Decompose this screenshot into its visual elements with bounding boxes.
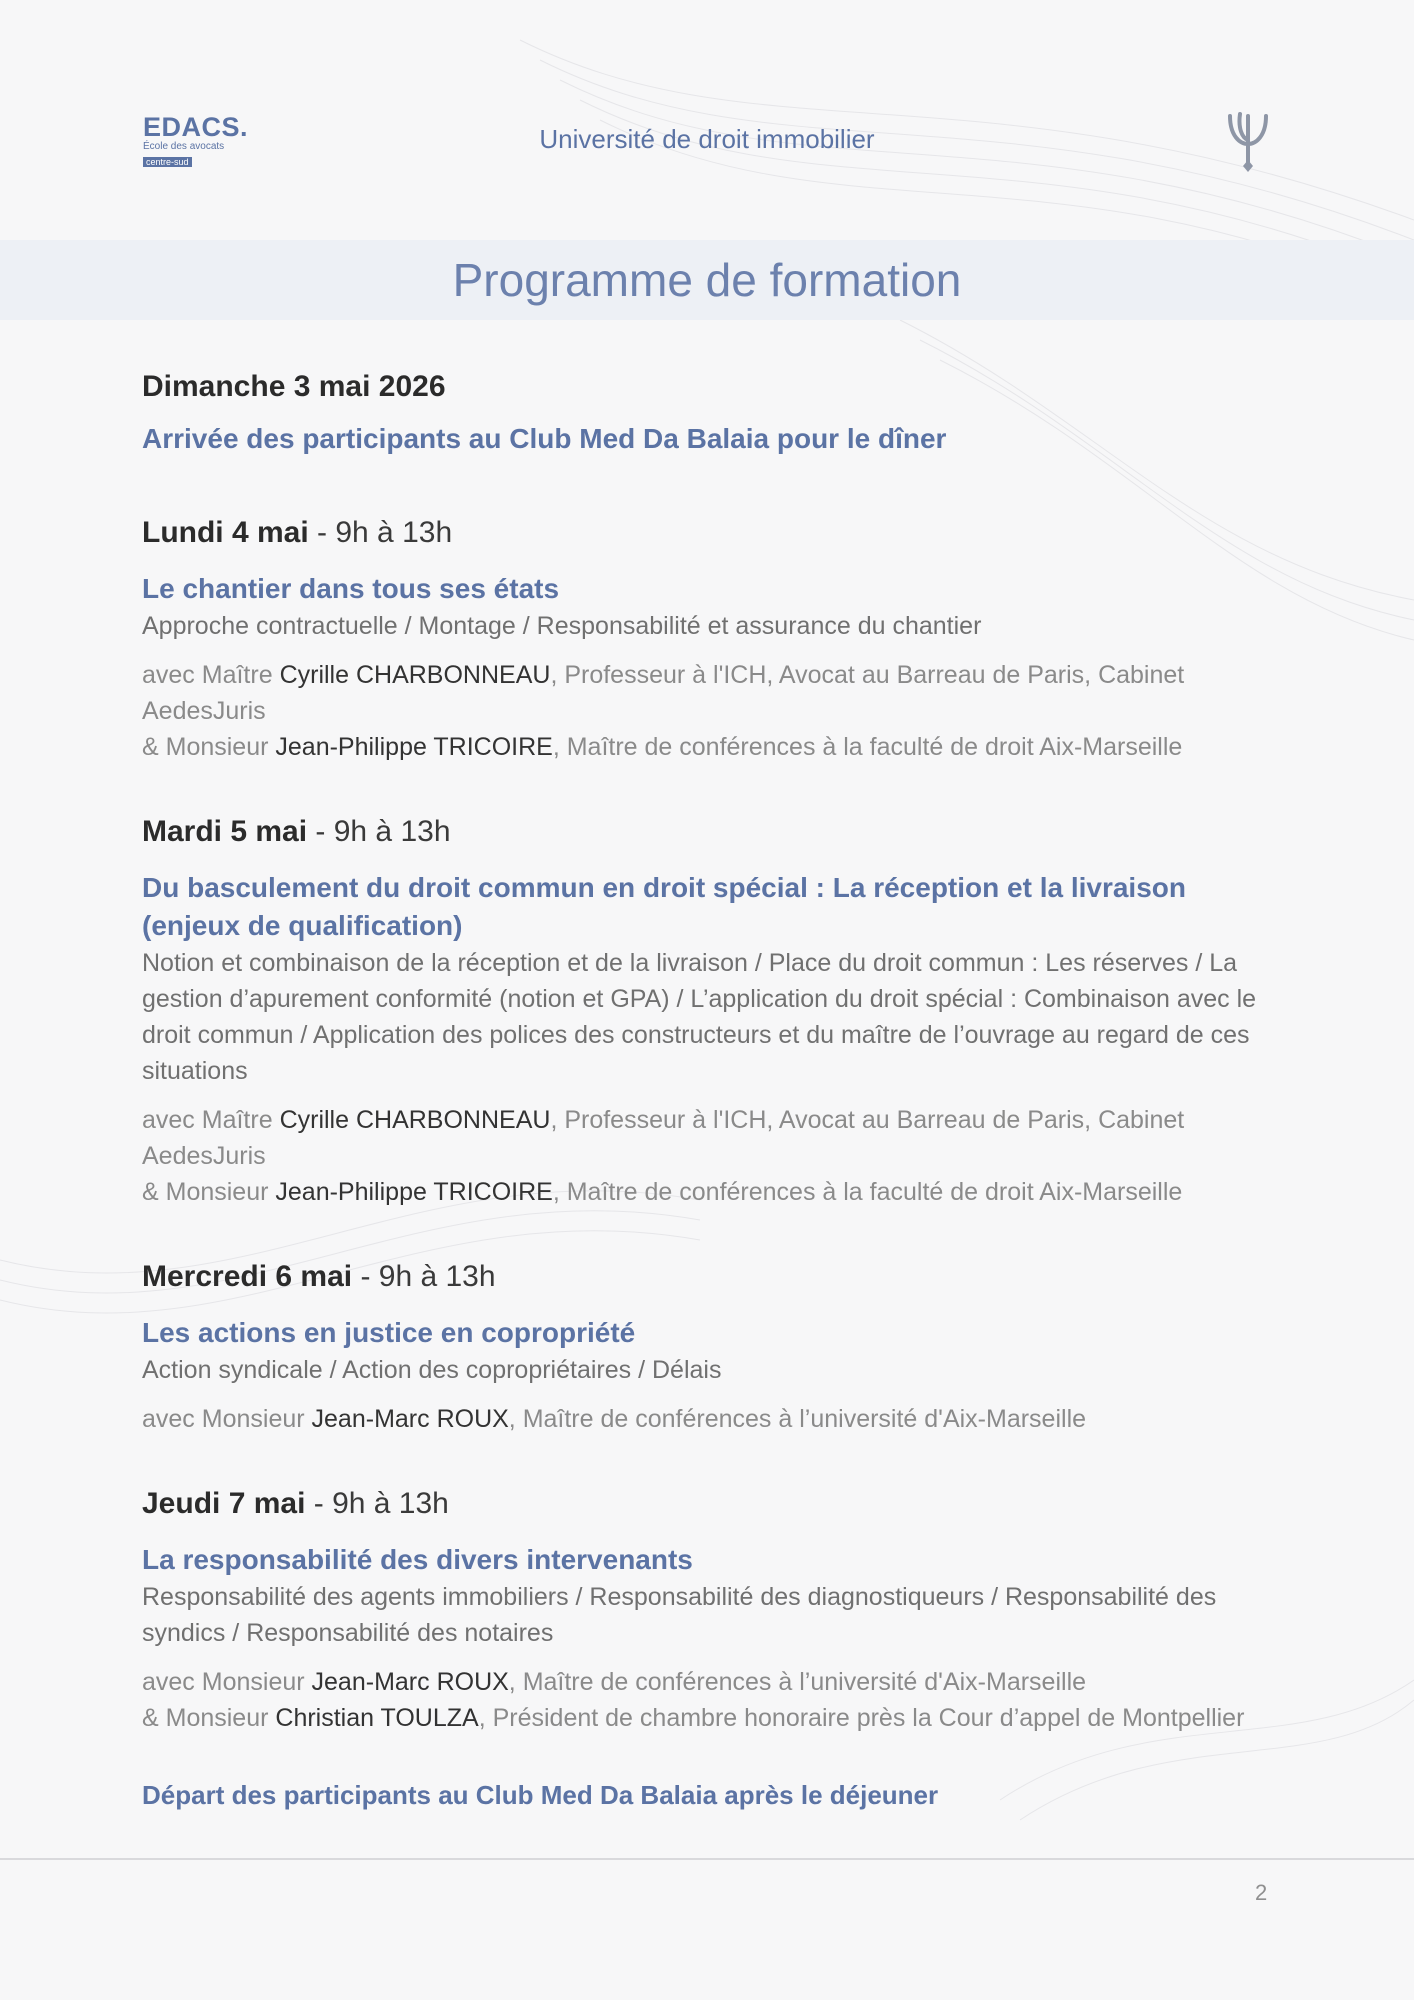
day-time: - 9h à 13h [308, 516, 453, 549]
page-number: 2 [1255, 1880, 1268, 1905]
day-name: Jeudi 7 mai [142, 1487, 306, 1520]
speaker-line [142, 1102, 1282, 1174]
speaker-role: , Maître de conférences à l’université d'Aix-Marseille [508, 1668, 1087, 1696]
day-name: Lundi 4 mai [142, 516, 309, 549]
speaker-line [142, 1664, 1282, 1700]
speaker-name: Cyrille CHARBONNEAU [279, 661, 551, 689]
speaker-line [142, 1174, 1282, 1210]
speaker-line [142, 657, 1282, 729]
speaker-line [142, 729, 1282, 765]
day-name: Mardi 5 mai [142, 815, 308, 848]
speaker-line [142, 1700, 1282, 1736]
speaker-name: Jean-Philippe TRICOIRE [275, 733, 553, 761]
day-time: - 9h à 13h [305, 1487, 449, 1520]
speaker-name: Jean-Marc ROUX [311, 1668, 509, 1696]
speaker-line [142, 1401, 1282, 1437]
speaker-role: , Président de chambre honoraire près la Cour d’appel de Montpellier [478, 1704, 1245, 1732]
speaker-role: , Professeur à l'ICH, Avocat au Barreau de Paris, Cabinet AedesJuris [142, 661, 1185, 725]
speaker-prefix: avec Maître [142, 661, 280, 689]
arrival-block [142, 370, 1282, 458]
departure-note: Départ des participants au Club Med Da Balaia après le déjeuner [142, 1780, 939, 1810]
session-topic: Du basculement du droit commun en droit spécial : La réception et la livraison (enjeux de qualification) [142, 872, 1186, 941]
logo-wordmark: EDACS. [143, 112, 249, 142]
speaker-prefix: & Monsieur [142, 733, 276, 761]
speaker-list [142, 657, 1282, 765]
speaker-list [142, 1664, 1282, 1736]
speaker-role: , Maître de conférences à l’université d'Aix-Marseille [508, 1405, 1087, 1433]
day-time: - 9h à 13h [307, 815, 451, 848]
speaker-name: Christian TOULZA [275, 1704, 479, 1732]
session-detail: Notion et combinaison de la réception et de la livraison / Place du droit commun : Les réserves / La gestion d’apurement conformité (notion et GPA) / L’application du droit spécial : Combinaison avec le droit commun / Application des polices des constructeurs et du maître de l’ouvrage au regard de ces situations [142, 949, 1257, 1085]
speaker-list [142, 1401, 1282, 1437]
speaker-name: Cyrille CHARBONNEAU [279, 1106, 551, 1134]
logo-subtitle: École des avocats [143, 141, 225, 152]
speaker-role: , Maître de conférences à la faculté de droit Aix-Marseille [552, 733, 1183, 761]
arrival-event: Arrivée des participants au Club Med Da Balaia pour le dîner [142, 423, 947, 454]
speaker-list [142, 1102, 1282, 1210]
page-title: Programme de formation [452, 254, 962, 306]
day-heading [142, 1487, 1282, 1521]
session-detail: Action syndicale / Action des copropriétaires / Délais [142, 1356, 722, 1384]
day-heading [142, 1260, 1282, 1294]
speaker-role: , Professeur à l'ICH, Avocat au Barreau de Paris, Cabinet AedesJuris [142, 1106, 1185, 1170]
speaker-prefix: avec Maître [142, 1106, 280, 1134]
speaker-prefix: & Monsieur [142, 1704, 276, 1732]
program-content [142, 370, 1282, 1814]
trident-icon [1222, 110, 1274, 176]
speaker-prefix: avec Monsieur [142, 1405, 312, 1433]
session-topic: La responsabilité des divers intervenants [142, 1544, 693, 1575]
day-name: Mercredi 6 mai [142, 1260, 353, 1293]
session-topic: Les actions en justice en copropriété [142, 1317, 636, 1348]
speaker-role: , Maître de conférences à la faculté de droit Aix-Marseille [552, 1178, 1183, 1206]
day-block [142, 815, 1282, 1210]
speaker-prefix: avec Monsieur [142, 1668, 312, 1696]
arrival-day [142, 370, 1282, 404]
session-detail: Approche contractuelle / Montage / Responsabilité et assurance du chantier [142, 612, 982, 640]
logo-subtitle-region: centre-sud [143, 157, 192, 167]
speaker-name: Jean-Marc ROUX [311, 1405, 509, 1433]
day-block [142, 516, 1282, 765]
arrival-day-label: Dimanche 3 mai 2026 [142, 370, 446, 403]
session-topic: Le chantier dans tous ses états [142, 573, 560, 604]
footer-divider [0, 1858, 1414, 1860]
speaker-name: Jean-Philippe TRICOIRE [275, 1178, 553, 1206]
header-title: Université de droit immobilier [539, 124, 875, 154]
day-block [142, 1487, 1282, 1736]
day-heading [142, 516, 1282, 550]
speaker-prefix: & Monsieur [142, 1178, 276, 1206]
title-banner [0, 240, 1414, 320]
day-block [142, 1260, 1282, 1437]
session-detail: Responsabilité des agents immobiliers / Responsabilité des diagnostiqueurs / Responsabilité des syndics / Responsabilité des notaires [142, 1583, 1217, 1647]
day-time: - 9h à 13h [352, 1260, 496, 1293]
day-heading [142, 815, 1282, 849]
